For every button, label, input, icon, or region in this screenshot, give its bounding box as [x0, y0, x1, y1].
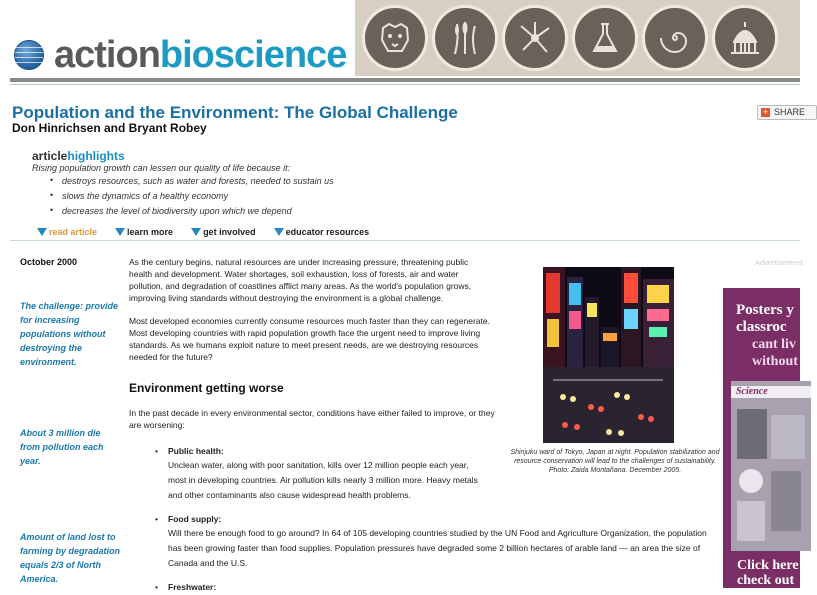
pullquote: The challenge: provide for increasing populations without destroying the environment. — [20, 301, 119, 367]
neuron-icon[interactable] — [502, 5, 568, 71]
share-button[interactable]: + SHARE — [757, 105, 817, 120]
photo-caption: Shinjuku ward of Tokyo, Japan at night. Population stabilization and resource conservation will lead to the challenges of sustainability. Photo: Zaida Montañana. December 2005. — [510, 449, 720, 474]
tokyo-night-photo — [543, 267, 674, 443]
ad-headline: Posters y classroc — [736, 302, 794, 335]
article-date: October 2000 — [20, 257, 78, 267]
highlights-intro: Rising population growth can lessen our quality of life because it: — [32, 163, 291, 173]
nav-divider — [10, 240, 800, 241]
list-item: • destroys resources, such as water and forests, needed to sustain us — [50, 176, 334, 191]
advertisement-label: Advertisement — [755, 258, 803, 267]
ad-poster-image: Science — [731, 381, 811, 551]
highlights-title: articlehighlights — [32, 149, 125, 163]
header-divider — [10, 78, 800, 82]
list-item: • decreases the level of biodiversity upon which we depend — [50, 206, 334, 221]
triangle-down-icon — [115, 228, 125, 236]
article-nav — [37, 227, 387, 237]
pullquote: About 3 million die from pollution each year. — [20, 428, 104, 466]
advertisement-banner[interactable] — [723, 288, 800, 588]
ad-subheadline: cant liv without — [752, 337, 798, 369]
pullquote: Amount of land lost to farming by degradation equals 2/3 of North America. — [20, 532, 121, 584]
section-heading: Environment getting worse — [129, 381, 284, 395]
nav-get-involved[interactable]: get involved — [191, 227, 256, 237]
triangle-down-icon — [274, 228, 284, 236]
paragraph: In the past decade in every environmental sector, conditions have either failed to improve, or they are worsening: — [129, 408, 495, 430]
header-thin-divider — [10, 84, 800, 85]
site-logo[interactable]: actionbioscience — [54, 34, 347, 76]
ad-cta: Click here check out — [737, 558, 799, 588]
capitol-dome-icon[interactable] — [712, 5, 778, 71]
cattails-icon[interactable] — [432, 5, 498, 71]
plus-icon: + — [762, 107, 769, 117]
triangle-down-icon — [191, 228, 201, 236]
site-header — [0, 0, 800, 80]
nautilus-shell-icon[interactable] — [642, 5, 708, 71]
flask-icon[interactable] — [572, 5, 638, 71]
page-title: Population and the Environment: The Global Challenge — [12, 103, 458, 122]
highlights-list — [50, 176, 334, 221]
article-body — [129, 256, 493, 374]
paragraph: Most developed economies currently consume resources much faster than they can regenerate. Most developing countries with rapid population growth face the urgent need to improve living standards. As we humans exploit nature to meet present needs, are we destroying resources needed for the future? — [129, 316, 490, 362]
tiger-icon[interactable] — [362, 5, 428, 71]
globe-logo-icon[interactable] — [14, 40, 44, 70]
section-icon-strip — [355, 0, 800, 76]
triangle-down-icon — [37, 228, 47, 236]
nav-educator-resources[interactable]: educator resources — [274, 227, 370, 237]
nav-read-article[interactable]: read article — [37, 227, 97, 237]
nav-learn-more[interactable]: learn more — [115, 227, 173, 237]
authors: Don Hinrichsen and Bryant Robey — [12, 121, 207, 135]
paragraph: As the century begins, natural resources are under increasing pressure, threatening public health and development. Water shortages, soil exhaustion, loss of forests, air and water pollution, and degradation of coastlines afflict many areas. As the world's population grows, improving living standards without destroying the environment is a global challenge. — [129, 257, 472, 303]
list-item: • slows the dynamics of a healthy economy — [50, 191, 334, 206]
